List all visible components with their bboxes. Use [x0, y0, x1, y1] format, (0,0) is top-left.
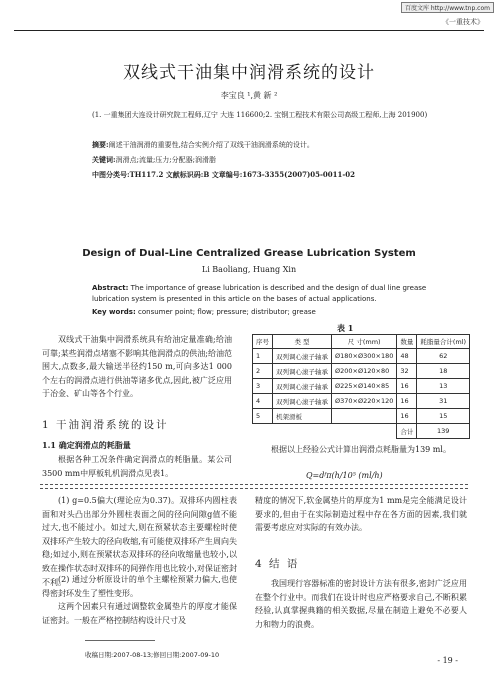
table-total-value: 139 [417, 424, 470, 439]
affiliation: (1. 一重集团大连设计研究院工程师,辽宁 大连 116600;2. 宝钢工程技术有限公司高级工程师,上海 201900) [92, 111, 428, 119]
table-row [253, 379, 470, 394]
left-lower-paragraph-2: (2) 通过分析原设计的单个主螺栓预紧力偏大,也使得密封环发生了塑性变形。 [42, 575, 237, 598]
left-lower-paragraph-3: 这两个因素只有通过调整软金属垫片的厚度才能保证密封。一般在严格控制结构设计尺寸及 [42, 602, 237, 625]
right-lower-paragraph: 精度的情况下,软金属垫片的厚度为1 mm是完全能满足设计要求的,但由于在实际制造过程中存在各方面的因素,我们就需要考虑应对实际的有效办法。 [255, 496, 467, 533]
en-keywords-text: consumer point; flow; pressure; distributor; grease [138, 308, 316, 316]
table-row [253, 364, 470, 379]
classification-line: 中图分类号:TH117.2 文献标识码:B 文章编号:1673-3355(2007)05-0011-02 [92, 170, 356, 179]
table-cell: 5 [253, 409, 273, 424]
table-caption: 表 1 [337, 323, 354, 333]
table-cell: 15 [417, 409, 470, 424]
dashed-divider [40, 488, 468, 489]
table-cell: 双列调心滚子轴承 [273, 349, 332, 364]
formula: Q=dᶠπ(h/10⁵ (ml/h) [306, 471, 383, 480]
table-row [253, 409, 470, 424]
table-header-cell: 数量 [397, 335, 417, 349]
table-cell: 2 [253, 364, 273, 379]
watermark: 百度文库 http://www.tnp.com [401, 2, 494, 13]
table-total-label: 合计 [397, 424, 417, 439]
section-1-heading: 1 干油润滑系统的设计 [42, 419, 169, 431]
section-4-text: 我国现行容器标准的密封设计方法有很多,密封广泛应用在整个行业中。而我们在设计时也应严格要求自己,不断积累经验,认真掌握典籍的相关数据,尽量在制造上避免不必要人力和物力的浪费。 [255, 579, 467, 629]
table-header-row [253, 335, 470, 349]
page-number: - 19 - [437, 656, 458, 665]
table-cell: 双列调心滚子轴承 [273, 364, 332, 379]
keywords-label: 关键词: [92, 155, 116, 164]
authors: 李宝良 ¹,黄 新 ² [220, 91, 278, 100]
table-cell: Ø225×Ø140×85 [332, 379, 397, 394]
table-cell: 双列调心滚子轴承 [273, 394, 332, 409]
table-total-row [253, 424, 470, 439]
english-title: Design of Dual-Line Centralized Grease Lubrication System [82, 248, 416, 259]
paper-title: 双线式干油集中润滑系统的设计 [123, 63, 375, 83]
table-header-cell: 类 型 [273, 335, 332, 349]
intro-paragraph: 双线式干油集中润滑系统具有给油定量准确;给油可靠;某些润滑点堵塞不影响其他润滑点的供油;给油范围大,点数多,最大输送半径约150 m,可向多达1 000个左右的润滑点进行供油等诸多优点,因此,被广泛应用于冶金、矿山等各个行业。 [42, 335, 232, 399]
table-cell: 31 [417, 394, 470, 409]
table-header-cell: 尺 寸(mm) [332, 335, 397, 349]
abstract-cn [92, 139, 438, 151]
header-rule [14, 30, 484, 31]
table-cell: 18 [417, 364, 470, 379]
lubrication-points-table [252, 334, 470, 439]
table-cell: 16 [397, 379, 417, 394]
dashed-divider [40, 484, 468, 485]
en-abstract-text: The importance of grease lubrication is described and the design of dual line grease lubrication system is presented in this article on the bases of actual applications. [92, 284, 427, 303]
section-1-1-heading: 1.1 确定润滑点的耗脂量 [42, 440, 131, 450]
keywords-text: 润滑点;流量;压力;分配器;润滑脂 [115, 156, 217, 164]
table-cell: 3 [253, 379, 273, 394]
table-cell: 48 [397, 349, 417, 364]
table-cell: 4 [253, 394, 273, 409]
table-cell [332, 409, 397, 424]
table-total-spacer [253, 424, 397, 439]
table-cell: 16 [397, 394, 417, 409]
table-cell: Ø180×Ø300×180 [332, 349, 397, 364]
table-cell: 1 [253, 349, 273, 364]
abstract-text: 阐述干油润滑的重要性,结合实例介绍了双线干油润滑系统的设计。 [108, 141, 314, 149]
english-keywords [92, 307, 438, 318]
footnote-rule [85, 640, 155, 641]
table-cell: 62 [417, 349, 470, 364]
table-header-cell: 耗脂量合计(ml) [417, 335, 470, 349]
abstract-label: 摘要: [92, 140, 109, 149]
table-cell: 13 [417, 379, 470, 394]
table-row [253, 349, 470, 364]
table-cell: Ø370×Ø220×120 [332, 394, 397, 409]
left-lower-paragraph-1: (1) g=0.5偏大(理论应为0.37)。双排环内圆柱表面和对头凸出部分外圆柱表面之间的径向间隙g值不能过大,也不能过小。如过大,则在预紧状态主要螺栓时使双排环产生较大的径向收缩,有可能使双排环产生周向失稳;如过小,则在预紧状态双排环的径向收缩量也较小,以致在操作状态时双排环的间弹作用也比较小,对保证密封不利。 [42, 496, 237, 587]
consumption-result-text: 根据以上经验公式计算出润滑点耗脂量为139 ml。 [271, 445, 451, 454]
en-abstract-label: Abstract: [92, 284, 129, 292]
journal-section-tag: 《一重技术》 [442, 18, 484, 26]
section-4-heading: 4 结 语 [255, 558, 300, 570]
keywords-cn [92, 154, 438, 166]
table-cell: 机架滑板 [273, 409, 332, 424]
table-cell: 16 [397, 409, 417, 424]
table-header-cell: 序号 [253, 335, 273, 349]
english-abstract [92, 283, 438, 305]
english-authors: Li Baoliang, Huang Xin [201, 265, 297, 274]
en-keywords-label: Key words: [92, 308, 136, 316]
received-date-note: 收稿日期:2007-08-13;修回日期:2007-09-10 [85, 651, 220, 659]
table-cell: Ø200×Ø120×80 [332, 364, 397, 379]
table-cell: 双列调心滚子轴承 [273, 379, 332, 394]
table-cell: 32 [397, 364, 417, 379]
section-1-1-text: 根据各种工况条件确定润滑点的耗脂量。某公司3500 mm中厚板轧机润滑点见表1。 [42, 455, 232, 478]
table-row [253, 394, 470, 409]
